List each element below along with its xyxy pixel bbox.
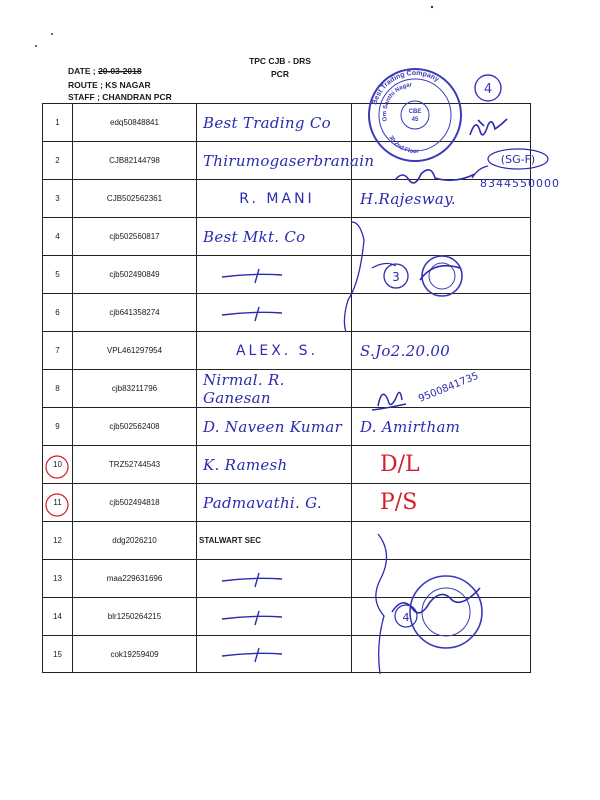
receiver-name-text: Padmavathi. G. [203, 493, 322, 512]
svg-text:9500841735: 9500841735 [417, 370, 481, 405]
svg-text:45: 45 [411, 117, 419, 123]
row-number: 13 [43, 560, 73, 597]
signature-cell [352, 484, 532, 521]
awb-number: cjb502494818 [73, 484, 197, 521]
receiver-name-text: STALWART SEC [199, 536, 262, 545]
receiver-name [197, 180, 352, 217]
svg-text:4: 4 [402, 611, 410, 624]
dash-mark [217, 607, 327, 627]
receiver-name [197, 142, 375, 179]
receiver-name-text: Best Trading Co [203, 113, 331, 132]
table-row [42, 597, 531, 635]
receiver-name [197, 408, 352, 445]
signature-cell [352, 218, 532, 255]
dash-mark [217, 265, 327, 285]
row-number: 1 [43, 104, 73, 141]
row-number: 4 [43, 218, 73, 255]
stamp-ring-text: Best Trading Company [371, 69, 440, 106]
row-number: 12 [43, 522, 73, 559]
delivery-table [42, 103, 531, 673]
dash-mark [217, 644, 327, 664]
signature-text: D. Amirtham [360, 417, 461, 436]
dash-mark [217, 569, 327, 589]
awb-number: cjb641358274 [73, 294, 197, 331]
table-row [42, 521, 531, 559]
signature-cell [352, 446, 532, 483]
sheet-title: TPC CJB - DRS [249, 56, 311, 66]
awb-number: TRZ52744543 [73, 446, 197, 483]
signature-cell [352, 142, 532, 179]
table-row [42, 179, 531, 217]
awb-number: ddg2026210 [73, 522, 197, 559]
circle-mark-4 [475, 75, 501, 101]
date-value: 20-03-2018 [98, 66, 142, 76]
receiver-name [197, 256, 352, 293]
dash-mark [217, 303, 327, 323]
svg-text:CBE: CBE [408, 109, 422, 115]
table-row [42, 293, 531, 331]
svg-text:3: 3 [392, 270, 400, 284]
awb-number: cjb502562408 [73, 408, 197, 445]
table-row [42, 255, 531, 293]
table-row [42, 635, 531, 673]
svg-text:30 2nd Floor: 30 2nd Floor [387, 134, 419, 156]
row-number: 5 [43, 256, 73, 293]
row-number: 10 [43, 446, 73, 483]
receiver-name [197, 218, 352, 255]
signature-cell [352, 256, 532, 293]
receiver-name-text: K. Ramesh [203, 455, 288, 474]
receiver-name-text: ALEX. S. [235, 342, 319, 359]
receiver-name [197, 484, 352, 521]
row-number: 9 [43, 408, 73, 445]
sheet-subtitle: PCR [271, 69, 289, 79]
signature-cell [352, 636, 532, 672]
table-row [42, 217, 531, 255]
table-row [42, 407, 531, 445]
signature-text: S.Jo2.20.00 [360, 341, 451, 360]
awb-number: blr1250264215 [73, 598, 197, 635]
signature-cell [352, 522, 532, 559]
table-row [42, 103, 531, 141]
route-line: ROUTE ; KS NAGAR [68, 80, 151, 90]
receiver-name [197, 636, 352, 672]
date-line [68, 66, 142, 76]
receiver-name [197, 104, 352, 141]
svg-text:4: 4 [483, 82, 493, 97]
awb-number: cjb502560817 [73, 218, 197, 255]
signature-cell [352, 598, 532, 635]
awb-number: edq50848841 [73, 104, 197, 141]
receiver-name [197, 598, 352, 635]
svg-text:(SG-F): (SG-F) [500, 153, 536, 166]
row-number: 15 [43, 636, 73, 672]
awb-number: cjb502490849 [73, 256, 197, 293]
receiver-name [197, 294, 352, 331]
signature-cell [352, 370, 532, 407]
receiver-name [197, 560, 352, 597]
awb-number: cok19259409 [73, 636, 197, 672]
receiver-name-text: R. MANI [239, 190, 315, 207]
table-row [42, 483, 531, 521]
receiver-name [197, 446, 352, 483]
receiver-name-text: Thirumogaserbranain [203, 151, 375, 170]
signature-cell [352, 332, 532, 369]
signature-text: H.Rajesway. [360, 189, 456, 208]
receiver-name-text: Nirmal. R. Ganesan [203, 370, 285, 407]
signature-cell [352, 180, 532, 217]
signature-text: D/L [380, 452, 420, 477]
signature-cell [352, 294, 532, 331]
row-number: 6 [43, 294, 73, 331]
awb-number: VPL461297954 [73, 332, 197, 369]
awb-number: CJB502562361 [73, 180, 197, 217]
receiver-name [197, 332, 352, 369]
staff-line: STAFF ; CHANDRAN PCR [68, 92, 172, 102]
receiver-name-text: Best Mkt. Co [203, 227, 306, 246]
row-number: 3 [43, 180, 73, 217]
table-row [42, 141, 531, 179]
row-number: 14 [43, 598, 73, 635]
table-row [42, 331, 531, 369]
awb-number: cjb83211796 [73, 370, 197, 407]
signature-cell [352, 104, 532, 141]
row-number: 11 [43, 484, 73, 521]
table-row [42, 369, 531, 407]
signature-cell [352, 560, 532, 597]
awb-number: maa229631696 [73, 560, 197, 597]
row-number: 8 [43, 370, 73, 407]
table-row [42, 559, 531, 597]
row-number: 7 [43, 332, 73, 369]
signature-cell [352, 408, 532, 445]
table-row [42, 445, 531, 483]
receiver-name [197, 522, 352, 559]
receiver-name-text: D. Naveen Kumar [203, 417, 343, 436]
awb-number: CJB82144798 [73, 142, 197, 179]
receiver-name [197, 370, 352, 407]
svg-text:Om Santhi Nagar: Om Santhi Nagar [382, 82, 413, 122]
date-label: DATE ; [68, 66, 99, 76]
signature-text: P/S [380, 490, 418, 515]
row-number: 2 [43, 142, 73, 179]
svg-text:8344550000: 8344550000 [480, 177, 560, 190]
